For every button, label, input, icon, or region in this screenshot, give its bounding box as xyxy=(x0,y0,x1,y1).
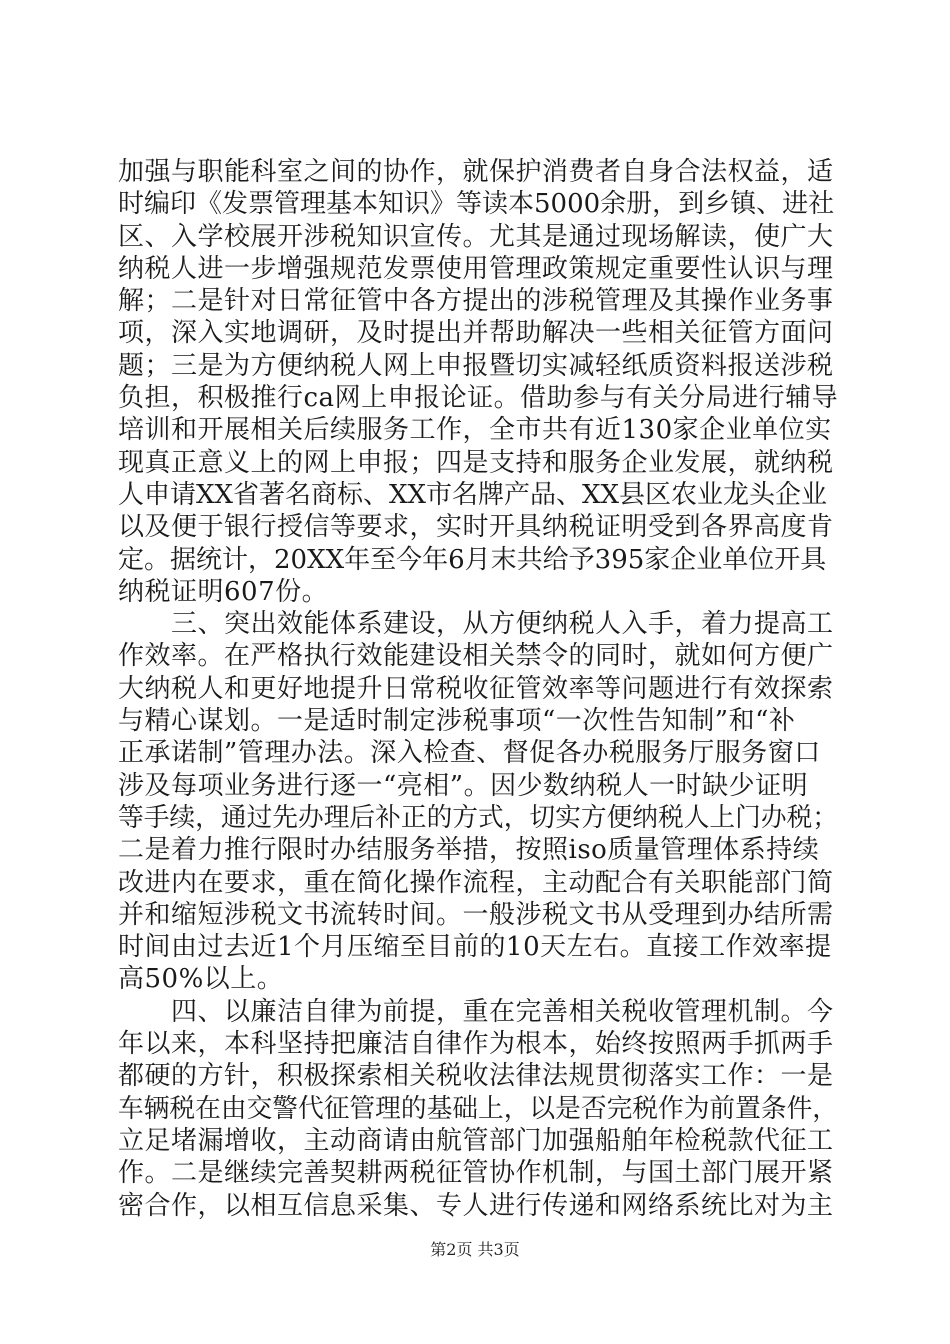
text-line: 正承诺制”管理办法。深入检查、督促各办税服务厅服务窗口 xyxy=(118,738,821,769)
text-line: 都硬的方针，积极探索相关税收法律法规贯彻落实工作：一是 xyxy=(118,1061,834,1092)
text-line: 作。二是继续完善契耕两税征管协作机制，与国土部门展开紧 xyxy=(118,1158,834,1189)
text-line: 纳税人进一步增强规范发票使用管理政策规定重要性认识与理 xyxy=(118,253,834,284)
text-line: 培训和开展相关后续服务工作，全市共有近130家企业单位实 xyxy=(118,415,832,446)
text-line: 年以来，本科坚持把廉洁自律作为根本，始终按照两手抓两手 xyxy=(118,1029,834,1060)
text-line: 人申请XX省著名商标、XX市名牌产品、XX县区农业龙头企业 xyxy=(118,479,828,510)
page-footer: 第2页 共3页 xyxy=(430,1240,520,1259)
text-line: 大纳税人和更好地提升日常税收征管效率等问题进行有效探索 xyxy=(118,673,834,704)
text-line: 与精心谋划。一是适时制定涉税事项“一次性告知制”和“补 xyxy=(118,706,796,737)
text-line: 纳税证明607份。 xyxy=(118,576,329,607)
text-line: 三、突出效能体系建设，从方便纳税人入手，着力提高工 xyxy=(118,609,834,640)
text-line: 时编印《发票管理基本知识》等读本5000余册，到乡镇、进社 xyxy=(118,189,835,220)
text-line: 四、以廉洁自律为前提，重在完善相关税收管理机制。今 xyxy=(118,996,834,1027)
text-line: 密合作，以相互信息采集、专人进行传递和网络系统比对为主 xyxy=(118,1190,834,1221)
text-line: 解；二是针对日常征管中各方提出的涉税管理及其操作业务事 xyxy=(118,286,834,317)
text-line: 区、入学校展开涉税知识宣传。尤其是通过现场解读，使广大 xyxy=(118,221,834,252)
text-line: 并和缩短涉税文书流转时间。一般涉税文书从受理到办结所需 xyxy=(118,899,834,930)
text-line: 高50%以上。 xyxy=(118,964,284,995)
text-line: 加强与职能科室之间的协作，就保护消费者自身合法权益，适 xyxy=(118,157,834,187)
text-line: 以及便于银行授信等要求，实时开具纳税证明受到各界高度肯 xyxy=(118,512,834,543)
text-line: 时间由过去近1个月压缩至目前的10天左右。直接工作效率提 xyxy=(118,932,832,963)
text-line: 作效率。在严格执行效能建设相关禁令的同时，就如何方便广 xyxy=(118,641,834,672)
text-line: 现真正意义上的网上申报；四是支持和服务企业发展，就纳税 xyxy=(118,447,834,478)
text-line: 改进内在要求，重在简化操作流程，主动配合有关职能部门简 xyxy=(118,867,834,898)
text-line: 负担，积极推行ca网上申报论证。借助参与有关分局进行辅导 xyxy=(118,383,839,414)
text-line: 定。据统计，20XX年至今年6月末共给予395家企业单位开具 xyxy=(118,544,827,575)
text-line: 立足堵漏增收，主动商请由航管部门加强船舶年检税款代征工 xyxy=(118,1125,834,1156)
text-line: 车辆税在由交警代征管理的基础上，以是否完税作为前置条件， xyxy=(118,1093,839,1124)
text-line: 等手续，通过先办理后补正的方式，切实方便纳税人上门办税； xyxy=(118,802,839,833)
body-text xyxy=(118,156,838,1222)
text-line: 二是着力推行限时办结服务举措，按照iso质量管理体系持续 xyxy=(118,835,820,866)
text-line: 题；三是为方便纳税人网上申报暨切实减轻纸质资料报送涉税 xyxy=(118,350,834,381)
text-line: 项，深入实地调研，及时提出并帮助解决一些相关征管方面问 xyxy=(118,318,834,349)
text-line: 涉及每项业务进行逐一“亮相”。因少数纳税人一时缺少证明 xyxy=(118,770,809,801)
